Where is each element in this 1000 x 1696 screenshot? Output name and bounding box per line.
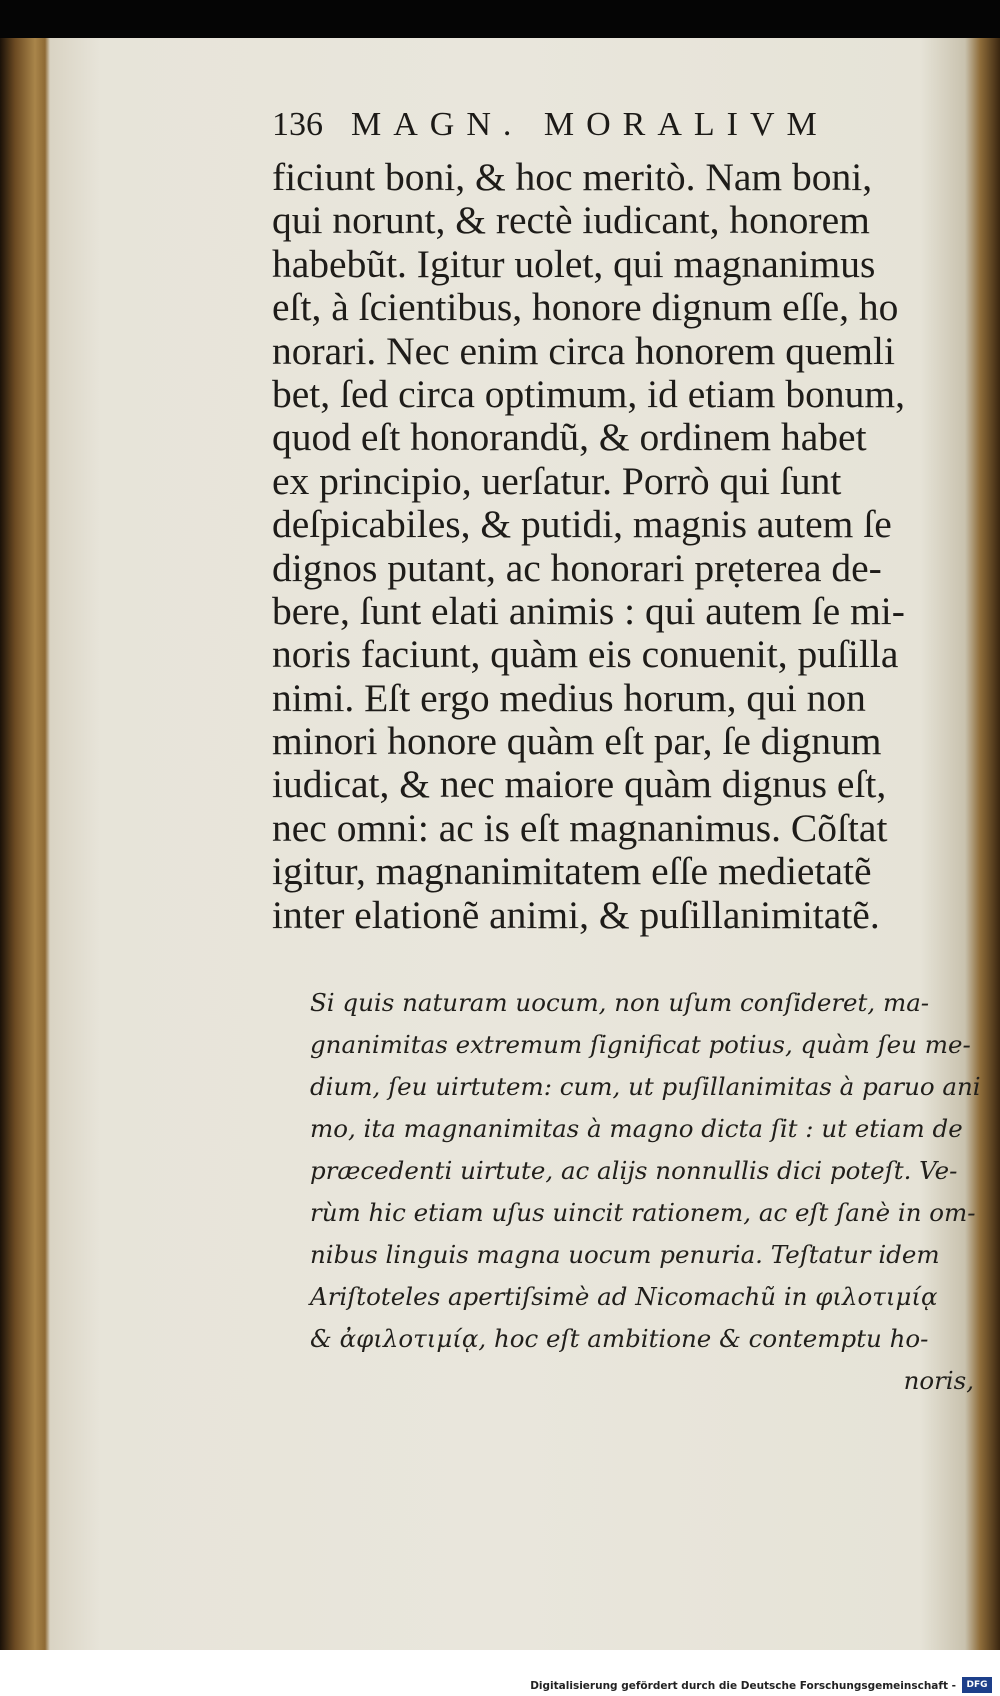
commentary-line: & ἀφιλοτιμίᾳ, hoc eſt ambitione & contemptu ho- [310,1324,929,1353]
main-text-line: minori honore quàm eſt par, ſe dignum [272,719,882,764]
page-number: 136 [272,106,323,143]
commentary-line: gnanimitas extremum ſignificat potius, quàm ſeu me- [310,1030,971,1059]
main-text-block [272,156,992,937]
main-text-line: nimi. Eſt ergo medius horum, qui non [272,675,866,720]
commentary-line: nibus linguis magna uocum penuria. Teſtatur idem [310,1240,940,1269]
running-header [272,106,892,154]
main-text-line: habebũt. Igitur uolet, qui magnanimus [272,241,876,286]
main-text-line: norari. Nec enim circa honorem quemli [272,328,895,373]
main-text-line: qui norunt, & rectè iudicant, honorem [272,198,870,243]
main-text-line: noris faciunt, quàm eis conuenit, puſilla [272,632,899,677]
catchword: noris, [903,1366,974,1395]
top-border [0,0,1000,40]
commentary-line: Ariſtoteles apertiſsimè ad Nicomachũ in φιλοτιμίᾳ [310,1282,938,1311]
commentary-line: mo, ita magnanimitas à magno dicta ſit : ut etiam de [310,1114,963,1143]
main-text-line: ex principio, uerſatur. Porrò qui ſunt [272,458,842,503]
main-text-line: dignos putant, ac honorari prẹterea de- [272,545,882,590]
main-text-line: nec omni: ac is eſt magnanimus. Cõſtat [272,805,888,850]
main-text-line: ficiunt boni, & hoc meritò. Nam boni, [272,155,873,199]
main-text-line: igitur, magnanimitatem eſſe medietatẽ [272,849,872,894]
commentary-line: rùm hic etiam uſus uincit rationem, ac eſt ſanè in om- [310,1198,976,1227]
book-scan [0,38,1000,1650]
dfg-logo-icon: DFG [962,1677,992,1693]
commentary-line: Si quis naturam uocum, non uſum conſideret, ma- [310,988,930,1017]
digitization-credit: Digitalisierung gefördert durch die Deutsche Forschungsgemeinschaft - [530,1680,956,1692]
main-text-line: iudicat, & nec maiore quàm dignus eſt, [272,762,887,807]
commentary-block [310,982,990,1402]
footer-bar [0,1650,1000,1696]
main-text-line: bere, ſunt elati animis : qui autem ſe mi- [272,588,905,633]
main-text-line: bet, ſed circa optimum, id etiam bonum, [272,371,905,416]
commentary-line: dium, ſeu uirtutem: cum, ut puſillanimitas à paruo ani [310,1072,981,1101]
commentary-line: præcedenti uirtute, ac alijs nonnullis dici poteſt. Ve- [310,1156,958,1185]
main-text-line: inter elationẽ animi, & puſillanimitatẽ. [272,892,880,937]
main-text-line: quod eſt honorandũ, & ordinem habet [272,415,867,460]
main-text-line: eſt, à ſcientibus, honore dignum eſſe, ho [272,285,899,330]
main-text-line: deſpicabiles, & putidi, magnis autem ſe [272,502,892,547]
running-head-title: MAGN. MORALIVM [351,106,829,143]
page [44,38,981,1650]
